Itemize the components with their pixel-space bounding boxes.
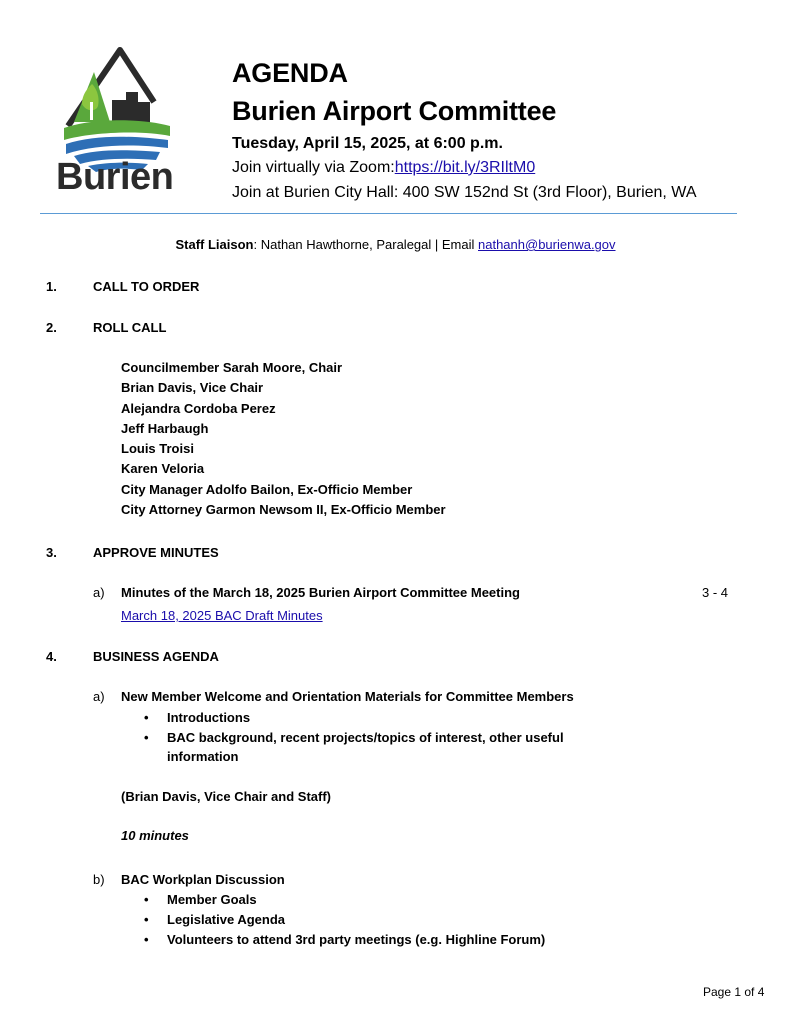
section-title: ROLL CALL bbox=[93, 320, 167, 335]
section-number: 2. bbox=[46, 320, 57, 335]
zoom-line bbox=[232, 159, 535, 177]
item-duration: 10 minutes bbox=[121, 828, 189, 843]
location-line: Join at Burien City Hall: 400 SW 152nd St (3rd Floor), Burien, WA bbox=[232, 184, 697, 201]
section-title: BUSINESS AGENDA bbox=[93, 649, 219, 664]
section-number: 4. bbox=[46, 649, 57, 664]
minutes-page-range: 3 - 4 bbox=[702, 585, 729, 600]
agenda-heading: AGENDA bbox=[232, 58, 348, 88]
item-letter: a) bbox=[93, 585, 105, 600]
zoom-prefix: Join virtually via Zoom: bbox=[232, 159, 395, 176]
section-title: CALL TO ORDER bbox=[93, 279, 200, 294]
item-letter: b) bbox=[93, 872, 105, 887]
bullet-icon: • bbox=[144, 892, 149, 907]
header-divider bbox=[40, 213, 737, 214]
roll-call-member: City Attorney Garmon Newsom II, Ex-Officio Member bbox=[121, 502, 446, 517]
roll-call-member: Alejandra Cordoba Perez bbox=[121, 401, 276, 416]
bullet-text: Member Goals bbox=[167, 892, 257, 907]
roll-call-member: City Manager Adolfo Bailon, Ex-Officio Member bbox=[121, 482, 413, 497]
item-presenter: (Brian Davis, Vice Chair and Staff) bbox=[121, 789, 331, 804]
meeting-date: Tuesday, April 15, 2025, at 6:00 p.m. bbox=[232, 135, 503, 152]
item-letter: a) bbox=[93, 689, 105, 704]
section-title: APPROVE MINUTES bbox=[93, 545, 219, 560]
bullet-text: Introductions bbox=[167, 710, 251, 725]
bullet-icon: • bbox=[144, 710, 149, 725]
business-item-title: New Member Welcome and Orientation Materials for Committee Members bbox=[121, 689, 574, 704]
liaison-email-link[interactable]: nathanh@burienwa.gov bbox=[478, 237, 616, 252]
section-number: 1. bbox=[46, 279, 57, 294]
page-number: Page 1 of 4 bbox=[703, 985, 765, 999]
committee-title: Burien Airport Committee bbox=[232, 96, 557, 126]
liaison-text: : Nathan Hawthorne, Paralegal | Email bbox=[253, 237, 478, 252]
staff-liaison bbox=[0, 237, 791, 252]
bullet-icon: • bbox=[144, 912, 149, 927]
roll-call-member: Louis Troisi bbox=[121, 441, 194, 456]
bullet-text: Legislative Agenda bbox=[167, 912, 285, 927]
logo-wordmark: Burien bbox=[56, 156, 174, 198]
bullet-icon: • bbox=[144, 932, 149, 947]
roll-call-member: Jeff Harbaugh bbox=[121, 421, 209, 436]
section-number: 3. bbox=[46, 545, 57, 560]
bullet-text: BAC background, recent projects/topics of interest, other useful bbox=[167, 730, 564, 745]
burien-logo bbox=[52, 44, 190, 196]
bullet-text-continued: information bbox=[167, 749, 239, 764]
minutes-draft-link[interactable]: March 18, 2025 BAC Draft Minutes bbox=[121, 608, 323, 623]
roll-call-member: Karen Veloria bbox=[121, 461, 205, 476]
liaison-label: Staff Liaison bbox=[175, 237, 254, 252]
minutes-item-title: Minutes of the March 18, 2025 Burien Airport Committee Meeting bbox=[121, 585, 520, 600]
bullet-text: Volunteers to attend 3rd party meetings (e.g. Highline Forum) bbox=[167, 932, 546, 947]
roll-call-member: Councilmember Sarah Moore, Chair bbox=[121, 360, 343, 375]
roll-call-member: Brian Davis, Vice Chair bbox=[121, 380, 264, 395]
zoom-link[interactable]: https://bit.ly/3RIltM0 bbox=[394, 159, 536, 176]
bullet-icon: • bbox=[144, 730, 149, 745]
business-item-title: BAC Workplan Discussion bbox=[121, 872, 285, 887]
